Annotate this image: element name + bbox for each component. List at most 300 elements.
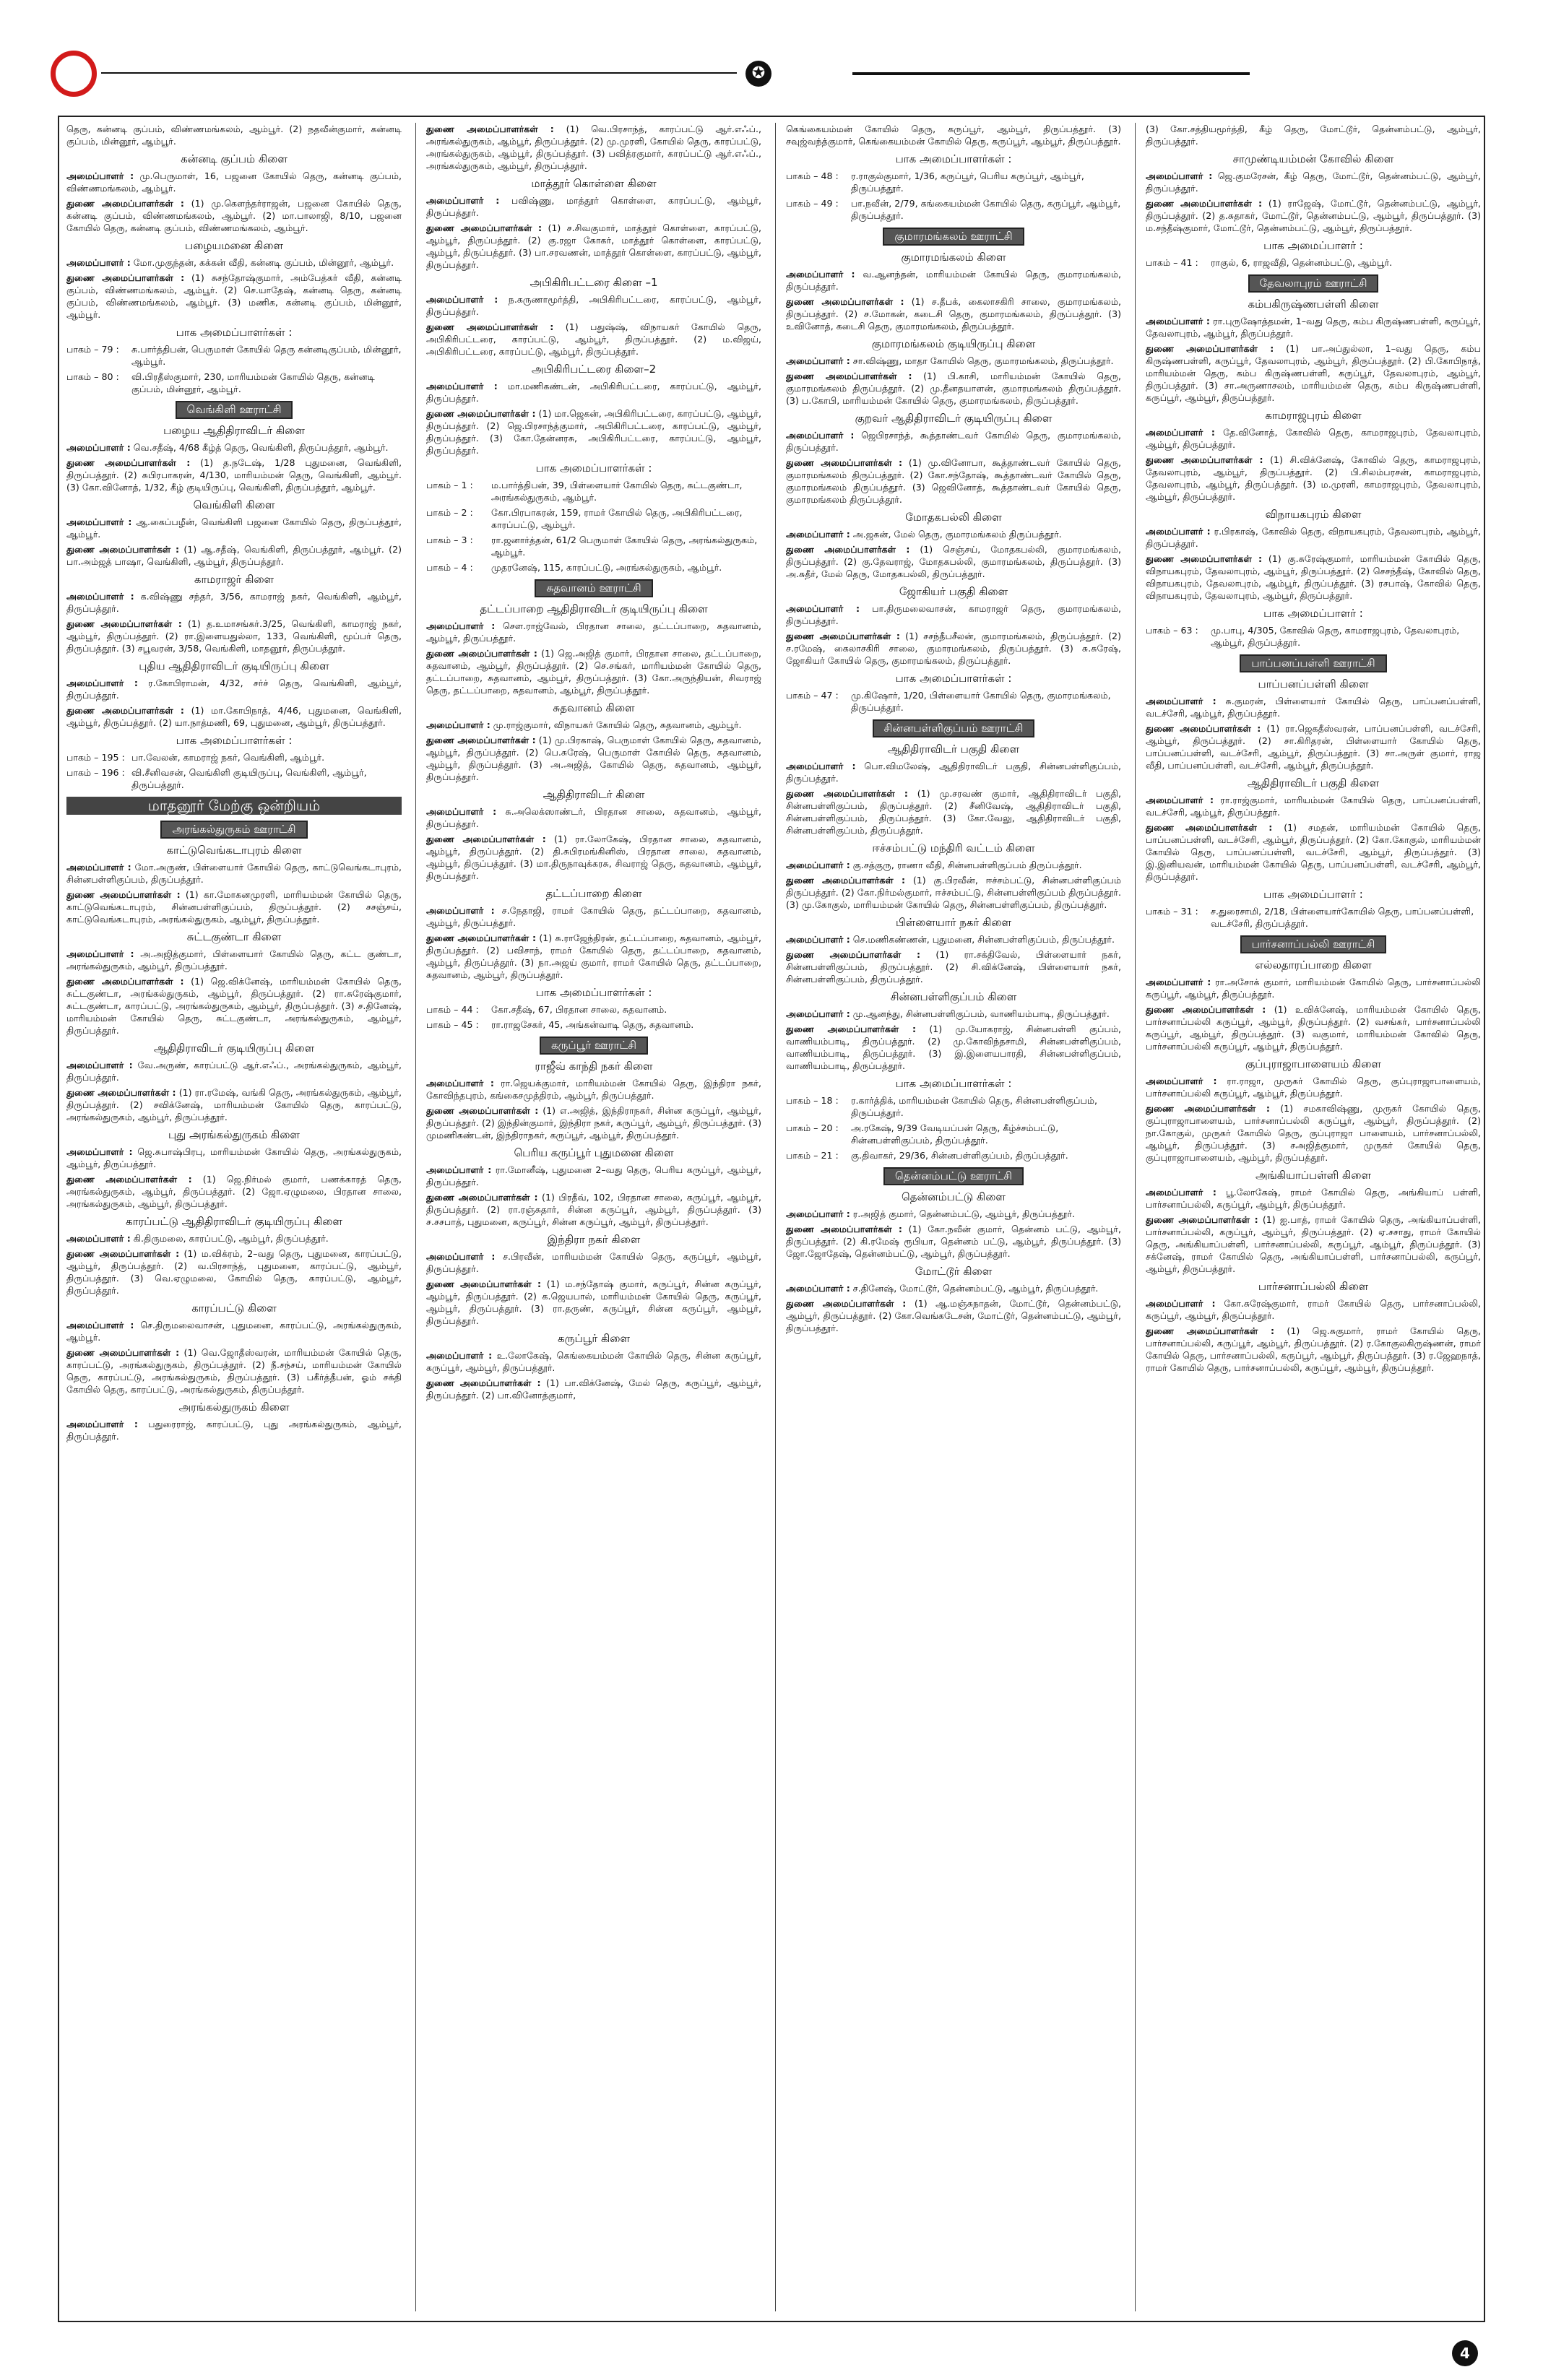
entry-paragraph [426,1164,761,1188]
entry-paragraph [786,456,1121,506]
entry-text: பவிஷ்ணு, மாத்தூர் கொள்ளை, காரப்பட்டு, ஆம்பூர், திருப்பத்தூர். [426,195,761,218]
entry-text: (1) ஜெ.அஜித் குமார், பிரதான சாலை, தட்டப்பாறை, சுதவானம், ஆம்பூர், திருப்பத்தூர். (2) செ.சங்கர், மாரியம்மன் கோயில் தெரு, தட்டப்பாறை, சுதவானம், ஆம்பூர், திருப்பத்தூர். (3) கோ.அருந்தியன், சிவராஜ் தெரு, தட்டப்பாறை, சுதவானம், ஆம்பூர், திருப்பத்தூர். [426,648,761,696]
entry-text: பா.திருமலைவாசன், காமராஜர் தெரு, குமாரமங்கலம், திருப்பத்தூர். [786,603,1121,626]
role-label: துணை அமைப்பாளர்கள் : [786,371,912,381]
section-title: பிள்ளையார் நகர் கிளை [895,916,1012,929]
role-label: துணை அமைப்பாளர்கள் : [786,949,921,960]
entry-text: ந.கருணாமூர்த்தி, அபிகிரிபட்டரை, காரப்பட்டு, ஆம்பூர், திருப்பத்தூர். [426,294,761,317]
entry-text: சௌ.ராஜ்வேல், பிரதான சாலை, தட்டப்பாறை, சுதவானம், ஆம்பூர், திருப்பத்தூர். [426,620,761,644]
entry-paragraph [1146,553,1481,602]
entry-text: (1) மு.சரவண் குமார், ஆதிதிராவிடர் பகுதி, சின்னபள்ளிகுப்பம், திருப்பத்தூர். (2) சீனிவேஷ், ஆதிதிராவிடர் பகுதி, சின்னபள்ளிகுப்பம், திருப்பத்தூர். (3) கோ.வேலு, ஆதிதிராவிடர் பகுதி, சின்னபள்ளிகுப்பம், திருப்பத்தூர். [786,788,1121,836]
role-label: அமைப்பாளர் : [426,620,496,631]
role-label: அமைப்பாளர் : [426,381,498,391]
panchayat-banner: தேவலாபுரம் ஊராட்சி [1248,274,1379,293]
entry-text: (1) மு.யோகராஜ், சின்னபள்ளி குப்பம், வாணியம்பாடி, திருப்பத்தூர். (2) மு.கோவிந்தசாமி, சின்னபள்ளிகுப்பம், வாணியம்பாடி, திருப்பத்தூர். (3) இ.இளையபாரதி, சின்னபள்ளிகுப்பம், வாணியம்பாடி, திருப்பத்தூர். [786,1024,1121,1071]
ward-person: ரா.ராஜசேகர், 45, அங்கன்வாடி தெரு, சுதவானம். [491,1019,694,1030]
panchayat-banner: பார்சனாப்பல்லி ஊராட்சி [1240,935,1387,953]
section-title: புதிய ஆதிதிராவிடர் குடியிருப்பு கிளை [139,659,329,672]
section-title: சாமுண்டியம்மன் கோவில் கிளை [1232,152,1394,165]
section-title: விநாயகபுரம் கிளை [1265,508,1362,521]
role-label: துணை அமைப்பாளர்கள் : [1146,1325,1275,1336]
panchayat-banner: குமாரமங்கலம் ஊராட்சி [883,228,1024,246]
entry-text: வெ.சதீஷ், 4/68 கீழ்த் தெரு, வெங்கிளி, திருப்பத்தூர், ஆம்பூர். [130,442,389,453]
entry-paragraph [786,602,1121,627]
entry-text: (1) ராஜேஷ், மோட்டூர், தென்னம்பட்டு, ஆம்பூர், திருப்பத்தூர். (2) த.சுதாகர், மோட்டூர், தென்னம்பட்டு, ஆம்பூர், திருப்பத்தூர். (3) ம.சந்தீஷ்குமார், மோட்டூர், தென்னம்பட்டு, ஆம்பூர், திருப்பத்தூர். [1146,198,1481,233]
ward-person: முதரனேஷ், 115, காரப்பட்டு, அரங்கல்துருகம், ஆம்பூர். [491,562,722,573]
entry-text: ஆ.கைப்பழீன், வெங்கிளி பஜனை கோயில் தெரு, திருப்பத்தூர், ஆம்பூர். [66,516,402,540]
section-title: புது அரங்கல்துருகம் கிளை [168,1128,300,1141]
masthead-rule [101,72,737,74]
entry-paragraph [1146,1003,1481,1052]
ward-entry [426,561,761,574]
role-label: துணை அமைப்பாளர்கள் : [66,618,182,629]
entry-text: ரா.ஜெயக்குமார், மாரியம்மன் கோயில் தெரு, இந்திரா நகர், கோவிந்தபுரம், கங்கைசமுத்திரம், ஆம்பூர், திருப்பத்தூர். [426,1078,761,1101]
role-label: அமைப்பாளர் : [786,1283,850,1294]
section-title: ஆதிதிராவிடர் பகுதி கிளை [887,743,1020,756]
role-label: துணை அமைப்பாளர்கள் : [1146,343,1274,354]
role-label: துணை அமைப்பாளர்கள் : [426,321,554,332]
entry-text: மோ.அருண், பிள்ளையார் கோயில் தெரு, காட்டுவெங்கடாபுரம், சின்னபள்ளிகுப்பம், திருப்பத்தூர். [66,862,402,885]
entry-paragraph [66,456,402,493]
ward-number: பாகம் – 48 : [786,170,839,181]
entry-text: கி.திருமலை, காரப்பட்டு, ஆம்பூர், திருப்பத்தூர். [130,1233,329,1244]
role-label: அமைப்பாளர் : [1146,526,1211,537]
entry-text: அ.அஜித்குமார், பிள்ளையார் கோயில் தெரு, கட்ட குண்டா, அரங்கல்துருகம், ஆம்பூர், திருப்பத்தூர். [66,948,402,972]
role-label: அமைப்பாளர் : [66,948,134,959]
entry-paragraph [786,528,1121,540]
section-title: வெங்கிளி கிளை [193,498,275,511]
entry-paragraph [426,904,761,929]
entry-paragraph [786,630,1121,667]
role-label: அமைப்பாளர் : [786,934,850,945]
section-title: குப்புராஜாபாளையம் கிளை [1245,1057,1381,1070]
role-label: அமைப்பாளர் : [66,678,138,688]
entry-paragraph [1146,1297,1481,1322]
section-title: மாத்தூர் கொள்ளை கிளை [531,177,657,190]
role-label: துணை அமைப்பாளர்கள் : [426,124,554,134]
entry-paragraph [786,1023,1121,1072]
role-label: அமைப்பாளர் : [66,862,131,873]
section-title: குமாரமங்கலம் கிளை [901,251,1006,264]
entry-paragraph [426,932,761,981]
role-label: அமைப்பாளர் : [786,1208,850,1219]
entry-paragraph [786,268,1121,293]
role-label: துணை அமைப்பாளர்கள் : [426,1105,539,1116]
entry-paragraph [786,123,1121,147]
ward-entry [66,751,402,763]
entry-paragraph [66,1247,402,1297]
entry-paragraph [66,272,402,321]
role-label: துணை அமைப்பாளர்கள் : [426,834,546,844]
ward-number: பாகம் – 3 : [426,535,473,545]
ward-number: பாகம் – 44 : [426,1004,479,1015]
entry-paragraph [1146,1213,1481,1275]
entry-paragraph [426,647,761,696]
ward-person: மு.கிஷோர், 1/20, பிள்ளையார் கோயில் தெரு, குமாரமங்கலம், திருப்பத்தூர். [851,690,1111,713]
masthead [51,51,1250,94]
entry-paragraph [66,948,402,972]
entry-paragraph [1146,426,1481,451]
role-label: அமைப்பாளர் : [1146,316,1210,326]
entry-paragraph [786,874,1121,911]
panchayat-banner: பாப்பனப்பள்ளி ஊராட்சி [1240,654,1386,672]
role-label: அமைப்பாளர் : [1146,977,1211,987]
entry-paragraph [66,441,402,454]
entry-text: செ.திருமலைவாசன், புதுமனை, காரப்பட்டு, அரங்கல்துருகம், ஆம்பூர். [66,1320,402,1343]
entry-paragraph [66,861,402,886]
entry-text: (1) பா.அப்துல்லா, 1–வது தெரு, கம்ப கிருஷ்ணபள்ளி, கருப்பூர், தேவலாபுரம், ஆம்பூர், திருப்பத்தூர். (2) பி.கோபிநாத், மாரியம்மன் தெரு, கம்ப கிருஷ்ணபள்ளி, கருப்பூர், தேவலாபுரம், ஆம்பூர், திருப்பத்தூர். (3) சா.அருணாசலம், மாரியம்மன் தெரு, கம்ப கிருஷ்ணபள்ளி, கருப்பூர், ஆம்பூர், திருப்பத்தூர். [1146,343,1481,403]
role-label: அமைப்பாளர் : [426,294,498,305]
section-title: சின்னபள்ளிகுப்பம் கிளை [890,990,1017,1003]
entry-text: ஜெ.குமரேசன், கீழ் தெரு, மோட்டூர், தென்னம்பட்டு, ஆம்பூர், திருப்பத்தூர். [1146,170,1481,194]
role-label: அமைப்பாளர் : [66,442,131,453]
role-label: அமைப்பாளர் : [786,269,855,280]
entry-paragraph [1146,123,1481,147]
entry-text: தே.வினோத், கோவில் தெரு, காமராஜபுரம், தேவலாபுரம், ஆம்பூர், திருப்பத்தூர். [1146,427,1481,450]
ward-entry [786,1122,1121,1146]
entry-text: (1) த.நடேஷ், 1/28 புதுமனை, வெங்கிளி, திருப்பத்தூர். (2) சுபிரபாகரன், 4/130, மாரியம்மன் தெரு, வெங்கிளி, ஆம்பூர். (3) கோ.வினோத், 1/32, கீழ் குடியிருப்பு, வெங்கிளி, திருப்பத்தூர், ஆம்பூர். [66,457,402,493]
ward-entry [426,1018,761,1031]
section-title: ஈச்சம்பட்டு மந்திரி வட்டம் கிளை [872,841,1035,854]
column-2 [426,123,761,2311]
entry-paragraph [1146,197,1481,234]
entry-paragraph [786,355,1121,367]
section-title: பெரிய கருப்பூர் புதுமனை கிளை [514,1146,674,1159]
entry-text: (1) ஜெ.சுகுமார், ராமர் கோயில் தெரு, பார்சனாப்பல்லி, கருப்பூர், ஆம்பூர், திருப்பத்தூர். (2) ர.கோகுலகிருஷ்ணன், ராமர் கோயில் தெரு, பார்சனாப்பல்லி, கருப்பூர், ஆம்பூர், திருப்பத்தூர். (3) ர.ஜேஹநாத், ராமர் கோயில் தெரு, பார்சனாப்பல்லி, கருப்பூர், ஆம்பூர், திருப்பத்தூர். [1146,1325,1481,1373]
ward-number: பாகம் – 196 : [66,767,125,778]
role-label: துணை அமைப்பாளர்கள் : [1146,1004,1266,1015]
entry-paragraph [786,1297,1121,1334]
section-title: பாக அமைப்பாளர் : [1263,239,1363,252]
entry-paragraph [786,1208,1121,1220]
entry-paragraph [426,805,761,830]
ward-number: பாகம் – 63 : [1146,625,1198,636]
entry-text: க.விஷ்ணு சந்தர், 3/56, காமராஜ் நகர், வெங்கிளி, ஆம்பூர், திருப்பத்தூர். [66,591,402,614]
entry-text: (1) சு.ராஜேந்திரன், தட்டப்பாறை, சுதவானம், ஆம்பூர், திருப்பத்தூர். (2) பவிசாந், ராமர் கோயில் தெரு, தட்டப்பாறை, சுதவானம், ஆம்பூர், திருப்பத்தூர். (3) நா.அஜய் குமார், ராமர் கோயில் தெரு, தட்டப்பாறை, சுதவானம், ஆம்பூர், திருப்பத்தூர். [426,932,761,980]
entry-text: (1) ஆ.மஞ்சுநாதன், மோட்டூர், தென்னம்பட்டு, ஆம்பூர், திருப்பத்தூர். (2) கோ.வெங்கடேசன், மோட்டூர், தென்னம்பட்டு, ஆம்பூர், திருப்பத்தூர். [786,1298,1121,1333]
ward-entry [426,534,761,558]
entry-text: பூ.லோகேஷ், ராமர் கோயில் தெரு, அங்கியாப் பள்ளி, பார்சனாப்பல்லி, கருப்பூர், ஆம்பூர், திருப்பத்தூர். [1146,1187,1481,1210]
entry-paragraph [426,321,761,358]
entry-paragraph [66,975,402,1037]
ward-entry [66,766,402,791]
entry-text: (1) ஜெ.நிர்மல் குமார், பணக்காரத் தெரு, அரங்கல்துருகம், ஆம்பூர், திருப்பத்தூர். (2) ஜோ.ஏழுமலை, பிரதான சாலை, அரங்கல்துருகம், ஆம்பூர், திருப்பத்தூர். [66,1174,402,1209]
role-label: துணை அமைப்பாளர்கள் : [1146,723,1261,734]
page-number: 4 [1452,2340,1478,2366]
section-title: மோதகபல்லி கிளை [905,511,1002,524]
entry-text: (1) கா.மோகனமுரளி, மாரியம்மன் கோயில் தெரு, காட்டுவெங்கடாபுரம், சின்னபள்ளிகுப்பம், திருப்பத்தூர். (2) சசஞ்சய், காட்டுவெங்கடாபுரம், அரங்கல்துருகம், ஆம்பூர், திருப்பத்தூர். [66,889,402,925]
role-label: துணை அமைப்பாளர்கள் : [66,272,185,283]
entry-text: (1) ம.விக்ரம், 2–வது தெரு, புதுமனை, காரப்பட்டு, ஆம்பூர், திருப்பத்தூர். (2) வ.பிரசாந்த், புதுமனை, காரப்பட்டு, ஆம்பூர், திருப்பத்தூர். (3) வெ.ஏழுமலை, கோயில் தெரு, காரப்பட்டு, ஆம்பூர், திருப்பத்தூர். [66,1248,402,1296]
entry-text: மோ.முகுந்தன், கக்கன் வீதி, கன்னடி குப்பம், மின்னூர், ஆம்பூர். [130,257,394,268]
section-title: பார்சனாப்பல்லி கிளை [1258,1280,1369,1293]
column-divider [415,123,416,2311]
role-label: துணை அமைப்பாளர்கள் : [66,976,184,987]
role-label: அமைப்பாளர் : [1146,795,1214,805]
entry-paragraph [426,1191,761,1228]
entry-text: (1) சசந்தீபசீலன், குமாரமங்கலம், திருப்பத்தூர். (2) ச.ரமேஷ், கைலாசகிரி சாலை, குமாரமங்கலம், திருப்பத்தூர். (3) சு.சுரேஷ், ஜோகியர் கோயில் தெரு, குமாரமங்கலம், திருப்பத்தூர். [786,631,1121,666]
masthead-rule-right [852,72,1250,75]
ward-number: பாகம் – 31 : [1146,906,1198,917]
entry-text: (1) வெ.பிரசாந்த், காரப்பட்டு ஆர்.எஃப்., அரங்கல்துருகம், ஆம்பூர், திருப்பத்தூர். (2) மு.முரளி, கோயில் தெரு, காரப்பட்டு, அரங்கல்துருகம், ஆம்பூர், திருப்பத்தூர். (3) பவித்ரகுமார், காரப்பட்டு ஆர்.எஃப்., அரங்கல்துருகம், ஆம்பூர், திருப்பத்தூர். [426,124,761,171]
role-label: துணை அமைப்பாளர்கள் : [1146,1214,1258,1225]
section-title: தட்டப்பாறை கிளை [545,887,642,900]
section-title: பாக அமைப்பாளர் : [1263,607,1363,620]
ward-person: ர.கார்த்திக், மாரியம்மன் கோயில் தெரு, சின்னபள்ளிகுப்பம், திருப்பத்தூர். [851,1095,1097,1118]
panchayat-banner: சுதவானம் ஊராட்சி [535,579,652,597]
entry-text: (1) மு.வினோபா, கூத்தாண்டவர் கோயில் தெரு, குமாரமங்கலம் திருப்பத்தூர். (2) கோ.சந்தோஷ், கூத்தாண்டவர் கோயில் தெரு, குமாரமங்கலம் திருப்பத்தூர். (3) ஜெவினோத், கூத்தாண்டவர் கோயில் தெரு, குமாரமங்கலம் திருப்பத்தூர். [786,457,1121,505]
entry-paragraph [66,677,402,701]
ward-person: கோ.சதீஷ், 67, பிரதான சாலை, சுதவானம். [491,1004,667,1015]
ward-number: பாகம் – 20 : [786,1122,839,1133]
entry-text: ர.அஜித் குமார், தென்னம்பட்டு, ஆம்பூர், திருப்பத்தூர். [850,1208,1075,1219]
entry-text: பொ.விமலேஷ், ஆதிதிராவிடர் பகுதி, சின்னபள்ளிகுப்பம், திருப்பத்தூர். [786,761,1121,784]
entry-text: ரா.அசோக் குமார், மாரியம்மன் கோயில் தெரு, பார்சனாப்பல்லி கருப்பூர், ஆம்பூர், திருப்பத்தூர். [1146,977,1481,1000]
entry-text: சு.அலெக்ஸாண்டர், பிரதான சாலை, சுதவானம், ஆம்பூர், திருப்பத்தூர். [426,806,761,829]
entry-text: (1) ம.சந்தோஷ் குமார், கருப்பூர், சின்ன கருப்பூர், ஆம்பூர், திருப்பத்தூர். (2) க.ஜெயபால், மாரியம்மன் கோயில் தெரு, கருப்பூர், ஆம்பூர், திருப்பத்தூர். (3) ரா.தருண், கருப்பூர், சின்ன கருப்பூர், ஆம்பூர், திருப்பத்தூர். [426,1278,761,1326]
section-title: அபிகிரிபட்டரை கிளை–2 [531,363,657,376]
entry-paragraph [426,620,761,644]
entry-text: (1) செஞ்சய், மோதகபல்லி, குமாரமங்கலம், திருப்பத்தூர். (2) கு.தேவராஜ், மோதகபல்லி, குமாரமங்கலம், திருப்பத்தூர். (3) அ.சுதீர், மேல் தெரு, மோதகபல்லி, திருப்பத்தூர். [786,544,1121,579]
entry-paragraph [66,1346,402,1395]
entry-paragraph [786,543,1121,580]
entry-text: ர.பிரகாஷ், கோவில் தெரு, விநாயகபுரம், தேவலாபுரம், ஆம்பூர், திருப்பத்தூர். [1146,526,1481,549]
entry-text: (3) கோ.சத்தியமூர்த்தி, கீழ் தெரு, மோட்டூர், தென்னம்பட்டு, ஆம்பூர், திருப்பத்தூர். [1146,124,1481,147]
entry-paragraph [426,407,761,456]
role-label: துணை அமைப்பாளர்கள் : [426,222,543,233]
ward-person: ராகுல், 6, ராஜவீதி, தென்னம்பட்டு, ஆம்பூர். [1211,257,1393,268]
ward-person: மு.பாபு, 4/305, கோவில் தெரு, காமராஜபுரம், தேவலாபுரம், ஆம்பூர், திருப்பத்தூர். [1211,625,1460,648]
entry-paragraph [66,1059,402,1083]
entry-paragraph [66,1418,402,1442]
entry-paragraph [426,833,761,882]
section-title: ஆதிதிராவிடர் குடியிருப்பு கிளை [153,1042,315,1055]
section-title: குமாரமங்கலம் குடியிருப்பு கிளை [871,337,1036,350]
entry-text: (1) மா.ஜெகன், அபிகிரிபட்டரை, காரப்பட்டு, ஆம்பூர், திருப்பத்தூர். (2) ஜெ.பிரசாந்த்குமார், அபிகிரிபட்டரை, காரப்பட்டு, ஆம்பூர், திருப்பத்தூர். (3) கோ.தேன்னரசு, அபிகிரிபட்டரை, காரப்பட்டு, ஆம்பூர், திருப்பத்தூர். [426,408,761,456]
role-label: துணை அமைப்பாளர்கள் : [66,457,191,468]
entry-text: (1) ஐ.பாத், ராமர் கோயில் தெரு, அங்கியாப்பள்ளி, பார்சனாப்பல்லி, கருப்பூர், ஆம்பூர், திருப்பத்தூர். (2) ஏ.சசாது, ராமர் கோயில் தெரு, அங்கியாப்பள்ளி, பார்சனாப்பல்லி, கருப்பூர், ஆம்பூர், திருப்பத்தூர். (3) சக்னேஷ், ராமர் கோயில் தெரு, அங்கியாப்பள்ளி, பார்சனாப்பல்லி, கருப்பூர், ஆம்பூர், திருப்பத்தூர். [1146,1214,1481,1274]
section-title: கருப்பூர் கிளை [558,1332,630,1345]
entry-paragraph [66,543,402,568]
entry-text: (1) பா.விக்னேஷ், மேல் தெரு, கருப்பூர், ஆம்பூர், திருப்பத்தூர். (2) பா.வினோத்குமார், [426,1377,761,1401]
role-label: அமைப்பாளர் : [66,591,134,602]
entry-text: (1) ச.சிவகுமார், மாத்தூர் கொள்ளை, காரப்பட்டு, ஆம்பூர், திருப்பத்தூர். (2) கு.ரஜா கோகர், மாத்தூர் கொள்ளை, காரப்பட்டு, ஆம்பூர், திருப்பத்தூர். (3) பா.சரவணன், மாத்தூர் கொள்ளை, காரப்பட்டு, ஆம்பூர், திருப்பத்தூர். [426,222,761,270]
entry-paragraph [1146,1075,1481,1099]
entry-paragraph [1146,1325,1481,1374]
entry-paragraph [426,123,761,172]
role-label: துணை அமைப்பாளர்கள் : [426,1278,541,1289]
entry-text: மு.ஆனந்து, சின்னபள்ளிகுப்பம், வாணியம்பாடி, திருப்பத்தூர். [850,1008,1110,1019]
section-title: கம்பகிருஷ்ணபள்ளி கிளை [1248,298,1379,311]
union-banner: மாதனூர் மேற்கு ஒன்றியம் [66,797,402,815]
entry-paragraph [1146,695,1481,719]
entry-paragraph [426,1104,761,1141]
role-label: துணை அமைப்பாளர்கள் : [786,875,906,886]
entry-text: (1) ஜெ.விக்னேஷ், மாரியம்மன் கோயில் தெரு, சுட்டகுண்டா, அரங்கல்துருகம், ஆம்பூர், திருப்பத்தூர். (2) ரா.சுரேஷ்குமார், சுட்டகுண்டா, காரப்பட்டு, அரங்கல்துருகம், ஆம்பூர், திருப்பத்தூர். (3) ச.தினேஷ், மாரியம்மன் கோயில் தெரு, சுட்டகுண்டா, அரங்கல்துருகம், ஆம்பூர், திருப்பத்தூர். [66,976,402,1036]
ward-person: வி.பிரதீஸ்குமார், 230, மாரியம்மன் கோயில் தெரு, கன்னடி குப்பம், மின்னூர், ஆம்பூர். [131,371,375,394]
entry-text: சு.குமரன், பிள்ளையார் கோயில் தெரு, பாப்பனப்பள்ளி, வடச்சேரி, ஆம்பூர், திருப்பத்தூர். [1146,696,1481,719]
entry-paragraph [66,1086,402,1123]
role-label: அமைப்பாளர் : [426,806,497,817]
ward-person: பா.நவீன், 2/79, கங்கையம்மன் கோயில் தெரு, கருப்பூர், ஆம்பூர், திருப்பத்தூர். [851,198,1121,221]
entry-paragraph [786,859,1121,871]
entry-paragraph [426,719,761,731]
section-title: பாக அமைப்பாளர்கள் : [535,986,652,999]
entry-text: மு.பெருமாள், 16, பஜனை கோயில் தெரு, கன்னடி குப்பம், விண்ணமங்கலம், ஆம்பூர். [66,170,402,194]
role-label: துணை அமைப்பாளர்கள் : [786,544,910,555]
entry-paragraph [786,933,1121,945]
entry-paragraph [66,704,402,729]
ward-number: பாகம் – 4 : [426,562,473,573]
role-label: துணை அமைப்பாளர்கள் : [786,788,908,799]
entry-paragraph [66,256,402,269]
entry-paragraph [426,1377,761,1401]
entry-paragraph [66,197,402,234]
role-label: துணை அமைப்பாளர்கள் : [1146,198,1263,209]
entry-paragraph [786,1008,1121,1020]
role-label: துணை அமைப்பாளர்கள் : [66,544,180,555]
section-title: ஆதிதிராவிடர் பகுதி கிளை [1247,776,1380,789]
section-title: பாக அமைப்பாளர்கள் : [895,1077,1012,1090]
entry-paragraph [786,429,1121,454]
ward-number: பாகம் – 21 : [786,1150,839,1161]
entry-paragraph [1146,821,1481,883]
role-label: அமைப்பாளர் : [426,195,500,206]
entry-paragraph [66,1173,402,1210]
section-title: குறவர் ஆதிதிராவிடர் குடியிருப்பு கிளை [855,412,1053,425]
role-label: துணை அமைப்பாளர்கள் : [66,198,184,209]
role-label: அமைப்பாளர் : [1146,696,1216,706]
ward-number: பாகம் – 80 : [66,371,119,382]
role-label: அமைப்பாளர் : [1146,1298,1216,1309]
section-title: சுதவானம் கிளை [553,701,635,714]
role-label: அமைப்பாளர் : [66,1320,134,1330]
entry-text: மு.ராஜ்குமார், விநாயகர் கோயில் தெரு, சுதவானம், ஆம்பூர். [490,719,742,730]
entry-text: (1) சுசந்தோஷ்குமார், அம்பேத்கர் வீதி, கன்னடி குப்பம், விண்ணமங்கலம், ஆம்பூர். (2) செ.யாதேஷ், கன்னடி தெரு, கன்னடி குப்பம், விண்ணமங்கலம், ஆம்பூர். (3) மணிக, கன்னடி குப்பம், மின்னூர், ஆம்பூர். [66,272,402,320]
role-label: அமைப்பாளர் : [66,257,131,268]
column-4 [1146,123,1481,2311]
panchayat-banner: வெங்கிளி ஊராட்சி [176,401,293,419]
ward-person: கு.திவாகர், 29/36, சின்னபள்ளிகுப்பம், திருப்பத்தூர். [851,1150,1068,1161]
entry-paragraph [426,293,761,318]
column-divider [1135,123,1136,2311]
role-label: அமைப்பாளர் : [1146,427,1215,438]
panchayat-banner: அரங்கல்துருகம் ஊராட்சி [160,821,307,839]
role-label: துணை அமைப்பாளர்கள் : [786,457,903,468]
section-title: மோட்டூர் கிளை [915,1265,993,1278]
role-label: துணை அமைப்பாளர்கள் : [66,1347,180,1358]
ward-person: ரா.ஜனார்த்தன், 61/2 பெருமாள் கோயில் தெரு, அரங்கல்துருகம், ஆம்பூர். [491,535,758,558]
column-3 [786,123,1121,2311]
section-title: பாப்பனப்பள்ளி கிளை [1258,678,1369,691]
ward-entry [1146,624,1481,649]
entry-text: (1) பதுஷ்ஷ், விநாயகர் கோயில் தெரு, அபிகிரிபட்டரை, காரப்பட்டு, ஆம்பூர், திருப்பத்தூர். (2) ம.விஜய், அபிகிரிபட்டரை, காரப்பட்டு, ஆம்பூர், திருப்பத்தூர். [426,321,761,357]
brand-ring-icon [51,51,97,97]
entry-paragraph [1146,1102,1481,1164]
role-label: துணை அமைப்பாளர்கள் : [1146,454,1263,465]
section-title: அங்கியாப்பள்ளி கிளை [1255,1169,1372,1182]
entry-text: ஜெ.சுபாஷ்பிரபு, மாரியம்மன் கோயில் தெரு, அரங்கல்துருகம், ஆம்பூர், திருப்பத்தூர். [66,1146,402,1169]
ward-entry [426,479,761,503]
ward-entry [786,197,1121,222]
entry-text: கோ.சுரேஷ்குமார், ராமர் கோயில் தெரு, பார்சனாப்பல்லி, கருப்பூர், ஆம்பூர், திருப்பத்தூர். [1146,1298,1481,1321]
ward-number: பாகம் – 47 : [786,690,839,701]
ward-number: பாகம் – 1 : [426,480,473,490]
entry-text: செ.மணிகண்ணன், புதுமனை, சின்னபள்ளிகுப்பம், திருப்பத்தூர். [850,934,1115,945]
entry-text: வ.ஆனந்தன், மாரியம்மன் கோயில் தெரு, குமாரமங்கலம், திருப்பத்தூர். [786,269,1121,292]
role-label: துணை அமைப்பாளர்கள் : [1146,1103,1270,1114]
ward-person: வி.சீனிவசன், வெங்கிளி குடியிருப்பு, வெங்கிளி, ஆம்பூர், திருப்பத்தூர். [131,767,367,790]
section-title: ஆதிதிராவிடர் கிளை [543,788,645,801]
role-label: அமைப்பாளர் : [786,603,860,614]
entry-text: (1) ரா.சக்திவேல், பிள்ளையார் நகர், சின்னபள்ளிகுப்பம், திருப்பத்தூர். (2) சி.விக்னேஷ், பிள்ளையார் நகர், சின்னபள்ளிகுப்பம், திருப்பத்தூர். [786,949,1121,985]
section-title: சுட்டகுண்டா கிளை [186,930,282,943]
ward-number: பாகம் – 45 : [426,1019,479,1030]
entry-paragraph [66,123,402,147]
ward-number: பாகம் – 195 : [66,752,125,763]
panchayat-banner: தென்னம்பட்டு ஊராட்சி [883,1167,1024,1185]
entry-paragraph [786,370,1121,407]
entry-paragraph [66,888,402,925]
role-label: துணை அமைப்பாளர்கள் : [426,648,537,659]
ward-entry [1146,905,1481,930]
ward-number: பாகம் – 41 : [1146,257,1198,268]
entry-paragraph [1146,342,1481,404]
entry-text: அ.ஜகன், மேல் தெரு, குமாரமங்கலம் திருப்பத்தூர். [850,529,1062,540]
ward-entry [786,1149,1121,1161]
entry-paragraph [66,618,402,654]
entry-paragraph [66,1319,402,1343]
entry-text: (1) மு.பிரகாஷ், பெருமாள் கோயில் தெரு, சுதவானம், ஆம்பூர், திருப்பத்தூர். (2) பெ.சுரேஷ், பெருமாள் கோயில் தெரு, சுதவானம், ஆம்பூர், திருப்பத்தூர். (3) அ.அஜித், கோயில் தெரு, சுதவானம், ஆம்பூர், திருப்பத்தூர். [426,735,761,782]
entry-text: (1) ச.தீபக், கைலாசகிரி சாலை, குமாரமங்கலம், திருப்பத்தூர். (2) ச.மோகன், கடைசி தெரு, குமாரமங்கலம், திருப்பத்தூர். (3) உவினோத், கடைசி தெரு, குமாரமங்கலம், திருப்பத்தூர். [786,296,1121,332]
entry-paragraph [66,516,402,540]
role-label: அமைப்பாளர் : [426,905,495,916]
role-label: அமைப்பாளர் : [786,355,850,366]
ward-person: சு.பார்த்திபன், பெருமாள் கோயில் தெரு கன்னடிகுப்பம், மின்னூர், ஆம்பூர். [131,344,402,367]
entry-text: (1) வெ.ஜோதீஸ்வரன், மாரியம்மன் கோயில் தெரு, காரப்பட்டு, அரங்கல்துருகம், திருப்பத்தூர். (2) நீ.சந்சய், மாரியம்மன் கோயில் தெரு, காரப்பட்டு, அரங்கல்துருகம், திருப்பத்தூர். (3) பகீர்த்தீபன், ஓம் சக்தி கோயில் தெரு, காரப்பட்டு, அரங்கல்துருகம், திருப்பத்தூர். [66,1347,402,1395]
role-label: அமைப்பாளர் : [426,1164,492,1175]
role-label: அமைப்பாளர் : [1146,1076,1217,1086]
party-emblem-icon: ✪ [745,61,772,87]
entry-paragraph [426,1250,761,1275]
role-label: அமைப்பாளர் : [1146,170,1213,181]
entry-text: ச.பிரவீன், மாரியம்மன் கோயில் தெரு, கருப்பூர், ஆம்பூர், திருப்பத்தூர். [426,1251,761,1274]
role-label: துணை அமைப்பாளர்கள் : [786,1224,902,1234]
entry-paragraph [1146,722,1481,771]
entry-text: (1) கு.சுரேஷ்குமார், மாரியம்மன் கோயில் தெரு, விநாயகபுரம், தேவலாபுரம், ஆம்பூர், திருப்பத்தூர். (2) செசந்தீஷ், கோவில் தெரு, விநாயகபுரம், தேவலாபுரம், ஆம்பூர், திருப்பத்தூர். (3) ரசபாஷ், கோவில் தெரு, விநாயகபுரம், தேவலாபுரம், ஆம்பூர், திருப்பத்தூர். [1146,553,1481,601]
entry-text: (1) பிரதீவ், 102, பிரதான சாலை, கருப்பூர், ஆம்பூர், திருப்பத்தூர். (2) ரா.ரஞ்சுதார், சின்ன கருப்பூர், ஆம்பூர், திருப்பத்தூர். (3) ச.சசபாத், புதுமனை, கருப்பூர், சின்ன கருப்பூர், ஆம்பூர், திருப்பத்தூர். [426,1192,761,1227]
role-label: துணை அமைப்பாளர்கள் : [66,705,184,716]
entry-text: (1) கு.பிரவீன், ஈச்சம்பட்டு, சின்னபள்ளிகுப்பம் திருப்பத்தூர். (2) கோ.நிர்மல்குமார், ஈச்சம்பட்டு, சின்னபள்ளிகுப்பம் திருப்பத்தூர். (3) மு.கோகுல், மாரியம்மன் கோயில் தெரு, சின்னபள்ளிகுப்பம், திருப்பத்தூர். [786,875,1121,910]
panchayat-banner: கருப்பூர் ஊராட்சி [540,1037,648,1055]
role-label: துணை அமைப்பாளர்கள் : [1146,822,1273,833]
entry-paragraph [1146,1186,1481,1211]
entry-text: (1) த.உமாசங்கர்.3/25, வெங்கிளி, காமராஜ் நகர், ஆம்பூர், திருப்பத்தூர். (2) ரா.இளையதுல்லா, 133, வெங்கிளி, மூப்பர் தெரு, திருப்பத்தூர். (3) சபூவரன், 3/58, வெங்கிளி, மாதனூர், திருப்பத்தூர். [66,618,402,654]
section-title: காமராஜபுரம் கிளை [1265,409,1362,422]
ward-entry [786,170,1121,194]
ward-entry [786,1094,1121,1119]
ward-number: பாகம் – 49 : [786,198,839,209]
section-title: இந்திரா நகர் கிளை [547,1233,641,1246]
entry-text: ரா.ராஜ்குமார், மாரியம்மன் கோயில் தெரு, பாப்பனப்பள்ளி, வடச்சேரி, ஆம்பூர், திருப்பத்தூர். [1146,795,1481,818]
entry-paragraph [786,1223,1121,1260]
entry-paragraph [426,222,761,271]
entry-text: (1) சி.விக்னேஷ், கோவில் தெரு, காமராஜபுரம், தேவலாபுரம், ஆம்பூர், திருப்பத்தூர். (2) பி.சிலம்பரசன், காமராஜபுரம், தேவலாபுரம், ஆம்பூர், திருப்பத்தூர். (3) ம.முரளி, காமராஜபுரம், தேவலாபுரம், ஆம்பூர், திருப்பத்தூர். [1146,454,1481,502]
entry-text: வே.அருண், காரப்பட்டு ஆர்.எஃப்., அரங்கல்துருகம், ஆம்பூர், திருப்பத்தூர். [66,1060,402,1083]
entry-text: (1) ரா.லோகேஷ், பிரதான சாலை, சுதவானம், ஆம்பூர், திருப்பத்தூர். (2) தி.சுபிரமங்கினிஸ், பிரதான சாலை, சுதவானம், ஆம்பூர், திருப்பத்தூர். (3) மா.திருநாவுக்கரசு, சிவராஜ் தெரு, சுதவானம், ஆம்பூர், திருப்பத்தூர். [426,834,761,881]
entry-paragraph [426,1349,761,1374]
role-label: அமைப்பாளர் : [786,860,850,870]
